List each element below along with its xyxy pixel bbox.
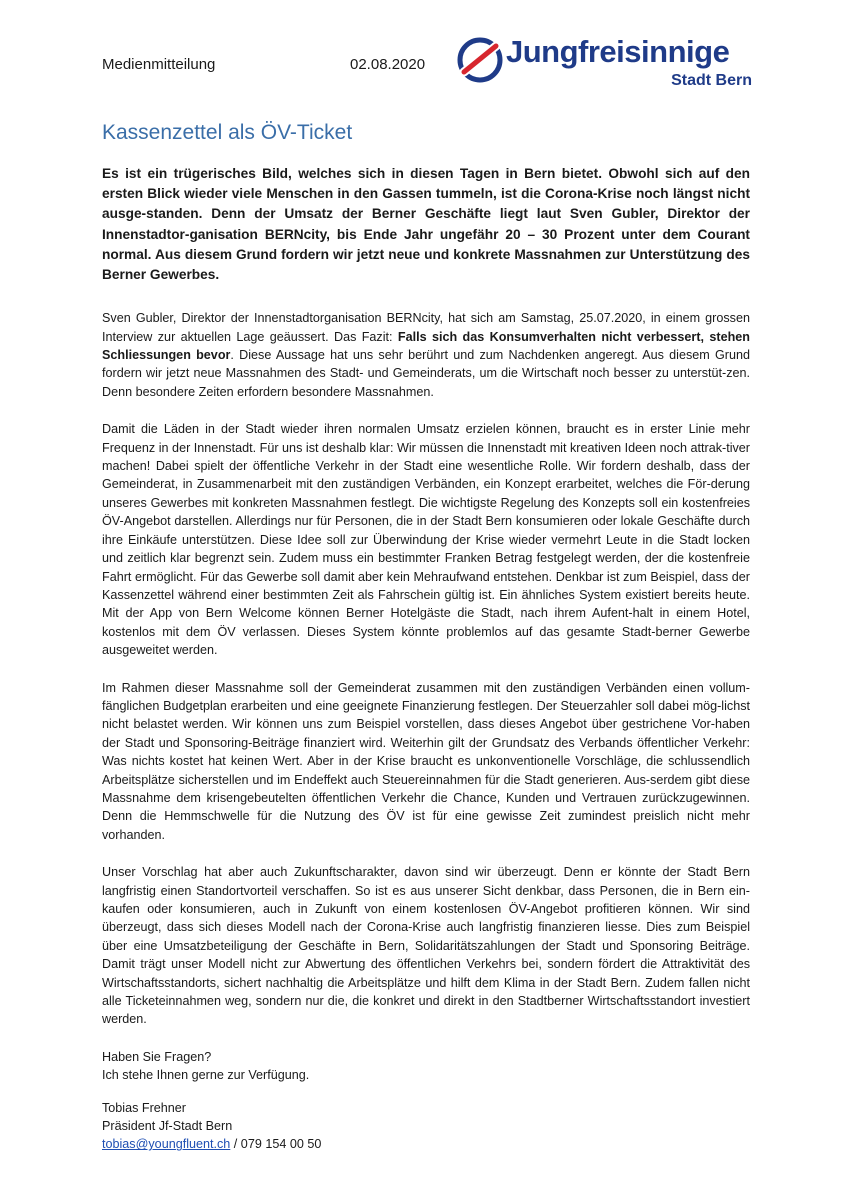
- paragraph-1-emphasis: Falls sich das Konsumverhalten nicht verbessert, stehen Schliessungen bevor: [102, 329, 750, 363]
- closing-question: Haben Sie Fragen?: [102, 1049, 212, 1064]
- paragraph-2: Damit die Läden in der Stadt wieder ihren normalen Umsatz erzielen können, braucht es in erster Linie mehr Frequenz in der Innenstadt. Für uns ist deshalb klar: Wir müssen die Innenstadt mit kreativen Ideen noch attrak-tiver machen! Dabei spielt der öffentliche Verkehr in der Stadt eine wesentliche Rolle. Wir fordern deshalb, dass der Gemeinderat, in Zusammenarbeit mit den zuständigen Verbänden, ein Konzept erarbeitet, welches die För-derung unseres Gewerbes mit konkreten Massnahmen festlegt. Die wichtigste Regelung des Konzepts soll ein kostenfreies ÖV-Angebot darstellen. Allerdings nur für Personen, die in der Stadt Bern konsumieren oder lokale Geschäfte durch ihre Einkäufe unterstützen. Diese Idee soll zur Überwindung der Krise wieder vermehrt Leute in die Stadt locken und zeitlich klar begrenzt sein. Zudem muss ein bestimmter Franken Betrag festgelegt werden, der die kostenfreie Fahrt ermöglicht. Für das Gewerbe soll damit aber kein Mehraufwand entstehen. Denkbar ist zum Beispiel, dass der Kassenzettel während einer bestimmten Zeit als Fahrschein gültig ist. Ein ähnliches System existiert bereits heute. Mit der App von Bern Welcome können Berner Hotelgäste die Stadt, nach ihrem Aufent-halt in einem Hotel, kostenlos mit dem ÖV verlassen. Dieses System könnte problemlos auf das gesamte Stadt-berner Gewerbe ausgeweitet werden.: [102, 422, 750, 658]
- document-date: 02.08.2020: [350, 56, 426, 73]
- organization-logo: [456, 34, 756, 94]
- logo-swoosh-icon: [456, 36, 504, 84]
- signature-name: Tobias Frehner: [102, 1100, 186, 1115]
- paragraph-1-end: . Diese Aussage hat uns sehr berührt und zum Nachdenken angeregt. Aus diesem Grund fordern wir jetzt neue Massnahmen des Stadt- und Gemeinderats, um die Wirtschaft noch besser zu unterstüt-zen. Denn besondere Zeiten erfordern besondere Massnahmen.: [102, 348, 750, 399]
- logo-name: Jungfreisinnige: [506, 34, 730, 69]
- paragraph-4: Unser Vorschlag hat aber auch Zukunftscharakter, davon sind wir überzeugt. Denn er könnte der Stadt Bern langfristig einen Standortvorteil verschaffen. So ist es aus unserer Sicht denkbar, dass Personen, die in Bern ein-kaufen oder konsumieren, auch in Zukunft von einem kostenlosen ÖV-Angebot profitieren können. Wir sind überzeugt, dass sich dieses Modell nach der Corona-Krise auch langfristig finanzieren liesse. Dies zum Beispiel über eine Umsatzbeteiligung der Geschäfte in Bern, Solidaritätszahlungen der Stadt und Sponsoring Beiträge. Damit trägt unser Modell nicht zur Abwertung des öffentlichen Verkehrs bei, sondern fördert die Attraktivität des Wirtschaftsstandorts, sichert nachhaltig die Arbeitsplätze und hilft dem Klima in der Stadt Bern. Zudem fallen nicht alle Ticketeinnahmen weg, sondern nur die, die konkret und direkt in den Stadtberner Wirtschaftsstandort investiert werden.: [102, 865, 750, 1027]
- paragraph-1: [102, 309, 750, 401]
- email-link[interactable]: tobias@youngfluent.ch: [102, 1137, 231, 1152]
- phone-number: / 079 154 00 50: [230, 1137, 322, 1152]
- document-title: Kassenzettel als ÖV-Ticket: [102, 121, 353, 144]
- document-type-label: Medienmitteilung: [102, 56, 216, 73]
- closing-block: [102, 1048, 750, 1085]
- lead-paragraph: Es ist ein trügerisches Bild, welches sich in diesen Tagen in Bern bietet. Obwohl sich auf den ersten Blick wieder viele Menschen in den Gassen tummeln, ist die Corona-Krise noch längst nicht ausge-standen. Denn der Umsatz der Berner Geschäfte liegt laut Sven Gubler, Direktor der Innenstadtor-ganisation BERNcity, bis Ende Jahr ungefähr 20 – 30 Prozent unter dem Courant normal. Aus diesem Grund fordern wir jetzt neue und konkrete Massnahmen zur Unterstützung des Berner Gewerbes.: [102, 166, 750, 283]
- paragraph-1-start: Sven Gubler, Direktor der Innenstadtorganisation BERNcity, hat sich am Samstag, 25.07.2020, in einem grossen Interview zur aktuellen Lage geäussert. Das Fazit:: [102, 311, 750, 344]
- signature-role: Präsident Jf-Stadt Bern: [102, 1119, 233, 1134]
- paragraph-3: Im Rahmen dieser Massnahme soll der Gemeinderat zusammen mit den zuständigen Verbänden einen vollum-fänglichen Budgetplan erarbeiten und eine geeignete Finanzierung festlegen. Der Steuerzahler soll dabei mög-lichst nicht belastet werden. Wir können uns zum Beispiel vorstellen, dass dieses Angebot über gestrichene Vor-haben der Stadt und Sponsoring-Beiträge finanziert wird. Weiterhin gilt der Grundsatz des Verbands öffentlicher Verkehr: Was nichts kostet hat keinen Wert. Aber in der Krise braucht es unkonventionelle Vorschläge, die schlussendlich Arbeitsplätze sicherstellen und im Endeffekt auch Steuereinnahmen für die Stadt generieren. Aus-serdem gibt diese Massnahme dem krisengebeutelten öffentlichen Verkehr die Chance, Kunden und Vertrauen zurückzugewinnen. Denn die Hemmschwelle für die Nutzung des ÖV ist für eine gewisse Zeit zumindest preislich nicht mehr vorhanden.: [102, 680, 750, 842]
- document-body: [102, 164, 750, 1168]
- signature-contact: [102, 1135, 750, 1153]
- signature-block: [102, 1099, 750, 1154]
- logo-subtitle: Stadt Bern: [671, 72, 752, 89]
- closing-offer: Ich stehe Ihnen gerne zur Verfügung.: [102, 1068, 310, 1083]
